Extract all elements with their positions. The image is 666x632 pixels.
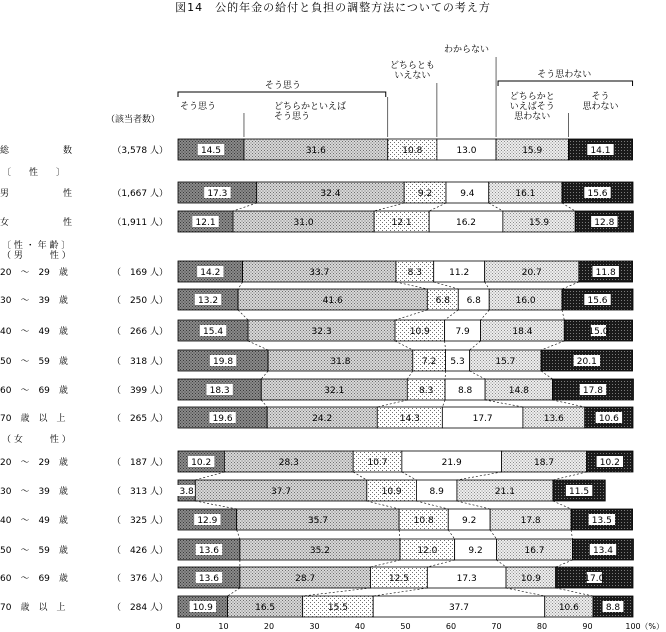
row-label: 40 〜 49 歳: [0, 327, 68, 337]
data-label: 14.3: [399, 414, 420, 424]
data-label: 24.2: [312, 414, 333, 424]
connector-line: [497, 560, 507, 567]
data-label: 11.8: [595, 268, 616, 278]
x-tick-label: 20: [263, 622, 275, 631]
section-label: 〔 性 ・ 年 齢 〕: [2, 241, 71, 251]
connector-line: [552, 400, 584, 407]
x-tick-label: 50: [400, 622, 411, 631]
data-label: 7.2: [421, 357, 437, 367]
data-label: 15.6: [587, 296, 608, 306]
chart-rows: [0, 139, 633, 617]
row-label: 50 〜 59 歳: [0, 546, 68, 556]
data-label: 15.5: [327, 603, 348, 613]
data-label: 10.9: [409, 327, 430, 337]
row-label: 40 〜 49 歳: [0, 516, 68, 526]
data-label: 17.7: [472, 414, 493, 424]
data-label: 16.7: [524, 546, 545, 556]
data-label: 17.0: [584, 574, 605, 584]
data-label: 13.6: [543, 414, 564, 424]
series-header-4: いえばそう: [509, 102, 555, 112]
data-label: 16.1: [515, 189, 536, 199]
connector-line: [556, 588, 593, 596]
connector-line: [416, 501, 448, 509]
data-label: 10.2: [599, 458, 620, 468]
x-tick-label: 30: [309, 622, 320, 631]
data-label: 15.7: [495, 357, 516, 367]
connector-line: [396, 282, 427, 289]
row-count: （ 187 人）: [111, 458, 168, 468]
data-label: 13.2: [198, 296, 219, 306]
data-label: 13.6: [198, 574, 219, 584]
row-count: （ 265 人）: [111, 414, 168, 424]
row-label: 20 〜 29 歳: [0, 458, 68, 468]
data-label: 15.9: [522, 146, 543, 156]
data-label: 31.0: [293, 218, 314, 228]
connector-line: [195, 472, 224, 480]
connector-line: [261, 371, 268, 379]
data-label: 14.5: [200, 146, 222, 156]
row-count: （ 313 人）: [111, 487, 168, 497]
connector-line: [434, 282, 459, 289]
data-label: 10.7: [367, 458, 388, 468]
connector-line: [470, 341, 481, 350]
x-tick-label: 0: [175, 622, 181, 631]
connector-line: [489, 203, 503, 211]
series-header-4: どちらかと: [509, 92, 555, 102]
x-tick-label: 70: [491, 622, 502, 631]
connector-line: [353, 472, 367, 480]
series-header-1: どちらかといえば: [273, 102, 346, 112]
connector-line: [367, 501, 399, 509]
connector-line: [395, 341, 413, 350]
series-header-2: どちらとも: [389, 61, 435, 71]
connector-line: [395, 310, 427, 320]
data-label: 11.5: [569, 487, 590, 497]
data-label: 19.6: [212, 414, 233, 424]
data-label: 9.2: [417, 189, 433, 199]
data-label: 37.7: [448, 603, 469, 613]
connector-line: [481, 310, 490, 320]
connector-line: [448, 530, 454, 539]
data-label: 21.9: [441, 458, 462, 468]
section-label: 〔 性 〕: [2, 168, 66, 178]
data-label: 8.3: [419, 386, 434, 396]
data-label: 12.8: [594, 218, 615, 228]
data-label: 32.3: [311, 327, 332, 337]
data-label: 16.2: [455, 218, 477, 228]
row-count: （3,578 人）: [112, 146, 168, 156]
series-header-5: そう: [591, 92, 610, 102]
connector-line: [399, 530, 400, 539]
data-label: 8.3: [407, 268, 422, 278]
data-label: 10.8: [402, 146, 423, 156]
connector-line: [228, 588, 240, 596]
connector-line: [370, 560, 400, 567]
connector-line: [562, 203, 575, 211]
data-label: 13.5: [591, 516, 612, 526]
row-count: （ 169 人）: [111, 268, 168, 278]
row-count: （1,667 人）: [112, 189, 168, 199]
connector-line: [445, 341, 446, 350]
x-tick-label: 100: [625, 622, 641, 631]
data-label: 15.0: [588, 327, 609, 337]
connector-line: [303, 588, 371, 596]
data-label: 12.1: [391, 218, 412, 228]
data-label: 17.8: [582, 386, 603, 396]
bracket-agree: [178, 92, 386, 97]
data-label: 20.1: [576, 357, 597, 367]
connector-line: [261, 400, 267, 407]
connector-line: [490, 530, 496, 539]
connector-line: [233, 203, 257, 211]
data-label: 12.0: [417, 546, 438, 556]
row-count: （ 426 人）: [111, 546, 168, 556]
x-tick-label: 40: [354, 622, 366, 631]
row-label: 60 〜 69 歳: [0, 574, 68, 584]
series-header-4: 思わない: [514, 112, 551, 122]
row-count: （ 325 人）: [111, 516, 168, 526]
data-label: 18.7: [534, 458, 555, 468]
row-label: 60 〜 69 歳: [0, 386, 68, 396]
data-label: 16.5: [255, 603, 276, 613]
row-label: 70 歳 以 上: [0, 603, 66, 613]
data-label: 41.6: [322, 296, 343, 306]
connector-line: [562, 310, 564, 320]
data-label: 15.9: [529, 218, 550, 228]
data-label: 31.6: [305, 146, 326, 156]
data-label: 10.9: [192, 603, 213, 613]
data-label: 32.1: [324, 386, 345, 396]
data-label: 16.0: [515, 296, 536, 306]
connector-line: [553, 472, 587, 480]
x-tick-label: 80: [536, 622, 548, 631]
series-header-5: 思わない: [582, 102, 619, 112]
data-label: 14.2: [200, 268, 221, 278]
row-label: 30 〜 39 歳: [0, 487, 68, 497]
data-label: 28.7: [295, 574, 316, 584]
data-label: 9.2: [468, 546, 483, 556]
data-label: 33.7: [309, 268, 330, 278]
connector-line: [556, 560, 573, 567]
connector-line: [541, 341, 564, 350]
row-label: 70 歳 以 上: [0, 414, 66, 424]
data-label: 18.3: [209, 386, 230, 396]
row-count: （ 250 人）: [111, 296, 168, 306]
connector-line: [485, 400, 523, 407]
data-label: 35.2: [309, 546, 330, 556]
row-label: 男 性: [0, 189, 73, 199]
data-label: 32.4: [320, 189, 341, 199]
data-label: 12.5: [388, 574, 409, 584]
connector-line: [377, 400, 407, 407]
connector-line: [248, 341, 268, 350]
connector-line: [470, 371, 485, 379]
data-label: 17.3: [207, 189, 228, 199]
data-label: 37.7: [271, 487, 292, 497]
data-label: 6.8: [435, 296, 450, 306]
connector-line: [237, 530, 240, 539]
connector-line: [195, 501, 236, 509]
x-tick-label: 90: [582, 622, 593, 631]
connector-line: [238, 310, 248, 320]
data-label: 19.8: [213, 357, 234, 367]
data-label: 13.6: [198, 546, 219, 556]
connector-line: [238, 282, 243, 289]
connector-line: [427, 560, 454, 567]
connector-line: [457, 501, 490, 509]
connector-line: [402, 472, 417, 480]
series-header-2: いえない: [394, 71, 431, 81]
data-label: 12.9: [197, 516, 218, 526]
data-label: 17.3: [456, 574, 477, 584]
data-label: 10.8: [413, 516, 434, 526]
data-label: 18.4: [512, 327, 533, 337]
row-count: （ 376 人）: [111, 574, 168, 584]
connector-line: [373, 588, 427, 596]
x-axis: [175, 622, 664, 631]
row-label: 50 〜 59 歳: [0, 357, 68, 367]
row-count: （ 284 人）: [111, 603, 168, 613]
row-count: （ 266 人）: [111, 327, 168, 337]
connector-line: [485, 282, 490, 289]
category-headers: [178, 44, 633, 137]
data-label: 9.4: [460, 189, 475, 199]
data-label: 8.9: [429, 487, 444, 497]
data-label: 15.4: [203, 327, 224, 337]
connector-line: [445, 310, 459, 320]
data-label: 10.6: [558, 603, 579, 613]
row-label: 20 〜 29 歳: [0, 268, 68, 278]
data-label: 15.6: [587, 189, 608, 199]
data-label: 8.8: [457, 386, 473, 396]
connector-line: [457, 472, 502, 480]
data-label: 10.9: [520, 574, 541, 584]
data-label: 6.8: [466, 296, 481, 306]
connector-line: [506, 588, 545, 596]
row-label: 30 〜 39 歳: [0, 296, 68, 306]
data-label: 17.8: [520, 516, 541, 526]
group-header-disagree: そう思わない: [537, 70, 592, 80]
section-label: （ 女 性 ）: [2, 435, 71, 445]
connector-line: [541, 371, 552, 379]
x-unit-label: （%）: [640, 622, 664, 631]
data-label: 7.9: [455, 327, 470, 337]
data-label: 3.8: [179, 487, 194, 497]
x-tick-label: 10: [218, 622, 229, 631]
row-count: （ 318 人）: [111, 357, 168, 367]
count-header: （該当者数）: [105, 115, 160, 125]
data-label: 31.8: [330, 357, 351, 367]
data-label: 5.3: [450, 357, 465, 367]
chart-title: 図14 公的年金の給付と負担の調整方法についての考え方: [175, 1, 491, 14]
section-sublabel: （ 男 性 ）: [2, 251, 71, 261]
data-label: 10.6: [598, 414, 619, 424]
data-label: 35.7: [307, 516, 328, 526]
data-label: 28.3: [278, 458, 299, 468]
data-label: 13.4: [592, 546, 613, 556]
data-label: 12.1: [195, 218, 216, 228]
series-header-0: そう思う: [180, 102, 217, 112]
row-count: （1,911 人）: [112, 218, 168, 228]
row-count: （ 399 人）: [111, 386, 168, 396]
data-label: 10.9: [381, 487, 402, 497]
bracket-disagree: [498, 81, 632, 86]
connector-line: [553, 501, 571, 509]
series-header-3: わからない: [443, 45, 489, 55]
data-label: 10.2: [191, 458, 212, 468]
connector-line: [571, 530, 572, 539]
data-label: 13.0: [456, 146, 477, 156]
data-label: 21.1: [494, 487, 515, 497]
data-label: 8.8: [605, 603, 621, 613]
data-label: 11.2: [449, 268, 470, 278]
group-header-agree: そう思う: [264, 81, 301, 91]
connector-line: [374, 203, 404, 211]
data-label: 14.8: [508, 386, 529, 396]
x-tick-label: 60: [445, 622, 457, 631]
row-label: 女 性: [0, 218, 73, 228]
connector-line: [442, 400, 445, 407]
data-label: 9.2: [462, 516, 477, 526]
series-header-1: そう思う: [273, 112, 310, 122]
data-label: 20.7: [521, 268, 542, 278]
row-label: 総 数: [0, 146, 73, 156]
connector-line: [562, 282, 579, 289]
connector-line: [429, 203, 446, 211]
data-label: 14.1: [590, 146, 611, 156]
connector-line: [407, 371, 412, 379]
